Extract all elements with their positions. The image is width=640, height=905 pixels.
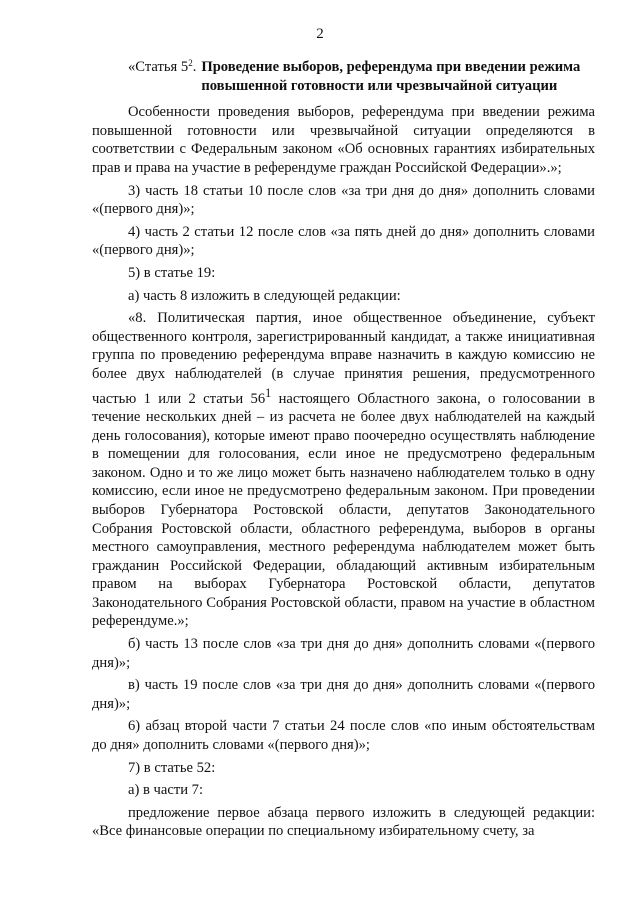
paragraph-item-3: 3) часть 18 статьи 10 после слов «за три дня до дня» дополнить словами «(первого дня)»; [92,182,595,218]
paragraph-item-7a: а) в части 7: [128,782,204,799]
article-label-suffix: . [192,59,197,75]
part-8-superscript: 1 [265,385,272,400]
page-number: 2 [316,26,324,42]
paragraph-item-5: 5) в статье 19: [128,264,216,281]
paragraph-item-4: 4) часть 2 статьи 12 после слов «за пять дней до дня» дополнить словами «(первого дня)»; [92,223,595,259]
paragraph-features: Особенности проведения выборов, референдума при введении режима повышенной готовности или чрезвычайной ситуации определяются в соответствии с Федеральным законом «Об основных гарантиях избирательных прав и права на участие в референдуме граждан Российской Федерации».»; [92,104,595,176]
part-8-text-start: «8. Политическая партия, иное общественное объединение, субъект общественного контроля, зарегистрированный кандидат, а также инициативная группа по проведению референдума вправе назначить в каждую комиссию не более двух наблюдателей (в случае принятия решения, предусмотренного частью 1 или 2 статьи 56 [92,310,595,407]
paragraph-sentence-one: предложение первое абзаца первого изложить в следующей редакции: «Все финансовые операции по специальному избирательному счету, за [92,804,595,840]
paragraph-part-8-text [92,309,595,631]
paragraph-item-7: 7) в статье 52: [128,759,216,776]
article-label-prefix: «Статья 5 [128,59,189,75]
paragraph-item-5b: б) часть 13 после слов «за три дня до дня» дополнить словами «(первого дня)»; [92,636,595,671]
paragraph-item-6: 6) абзац второй части 7 статьи 24 после слов «по иным обстоятельствам до дня» дополнить словами «(первого дня)»; [92,718,595,754]
paragraph-item-5c: в) часть 19 после слов «за три дня до дня» дополнить словами «(первого дня)»; [92,677,595,712]
article-label [92,58,201,95]
article-heading [92,58,595,95]
document-body [92,58,595,845]
paragraph-item-5a: а) часть 8 изложить в следующей редакции: [128,287,401,304]
article-title: Проведение выборов, референдума при введении режима повышенной готовности или чрезвычайной ситуации [201,59,581,94]
article-label-superscript: 2 [188,58,193,68]
part-8-text-end: настоящего Областного закона, о голосовании в течение нескольких дней – из расчета не более двух наблюдателей на каждый день голосования), которые имеют право поочередно осуществлять наблюдение в помещении для голосования, если иное не предусмотрено федеральным законом. Одно и то же лицо может быть назначено наблюдателем только в одну комиссию, если иное не предусмотрено федеральным законом. При проведении выборов Губернатора Ростовской области, депутатов Законодательного Собрания Ростовской области, областного референдума, выборов в органы местного самоуправления, местного референдума наблюдателем может быть гражданин Российской Федерации, обладающий активным избирательным правом на выборах Губернатора Ростовской области, депутатов Законодательного Собрания Ростовской области, правом на участие в областном референдуме.»; [92,390,595,630]
